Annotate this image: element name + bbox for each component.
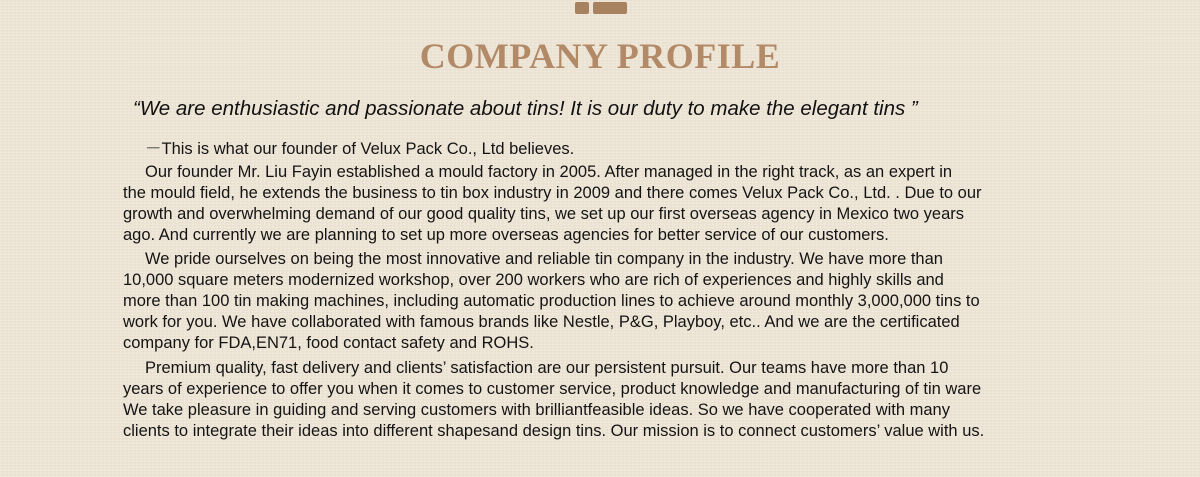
paragraph-line: We pride ourselves on being the most innovative and reliable tin company in the industry. We have more than [145, 250, 943, 268]
founder-quote: “We are enthusiastic and passionate about tins! It is our duty to make the elegant tins ” [133, 97, 918, 120]
paragraph-line: ago. And currently we are planning to set up more overseas agencies for better service of our customers. [123, 226, 889, 244]
paragraph-line: Premium quality, fast delivery and clients’ satisfaction are our persistent pursuit. Our teams have more than 10 [145, 359, 949, 377]
paragraph-line: clients to integrate their ideas into different shapesand design tins. Our mission is to connect customers’ value with us. [123, 422, 985, 440]
paragraph-line: 10,000 square meters modernized workshop, over 200 workers who are rich of experiences and highly skills and [123, 271, 944, 289]
paragraph-line: We take pleasure in guiding and serving customers with brilliantfeasible ideas. So we have cooperated with many [123, 401, 950, 419]
decorative-bar-large [593, 2, 627, 14]
paragraph-capabilities [123, 249, 1098, 354]
quote-attribution: －This is what our founder of Velux Pack Co., Ltd believes. [145, 140, 575, 158]
paragraph-mission [123, 358, 1098, 442]
paragraph-line: years of experience to offer you when it comes to customer service, product knowledge and manufacturing of tin ware [123, 380, 982, 398]
paragraph-line: work for you. We have collaborated with famous brands like Nestle, P&G, Playboy, etc.. And we are the certificated [123, 313, 960, 331]
paragraph-line: the mould field, he extends the business to tin box industry in 2009 and there comes Velux Pack Co., Ltd. . Due to our [123, 184, 982, 202]
page-title: COMPANY PROFILE [419, 36, 781, 76]
paragraph-line: Our founder Mr. Liu Fayin established a mould factory in 2005. After managed in the right track, as an expert in [145, 163, 953, 181]
decorative-bar-small [575, 2, 589, 14]
paragraph-history [123, 162, 1098, 246]
paragraph-line: more than 100 tin making machines, including automatic production lines to achieve around monthly 3,000,000 tins to [123, 292, 980, 310]
paragraph-line: growth and overwhelming demand of our good quality tins, we set up our first overseas agency in Mexico two years [123, 205, 965, 223]
paragraph-line: company for FDA,EN71, food contact safety and ROHS. [123, 334, 534, 352]
